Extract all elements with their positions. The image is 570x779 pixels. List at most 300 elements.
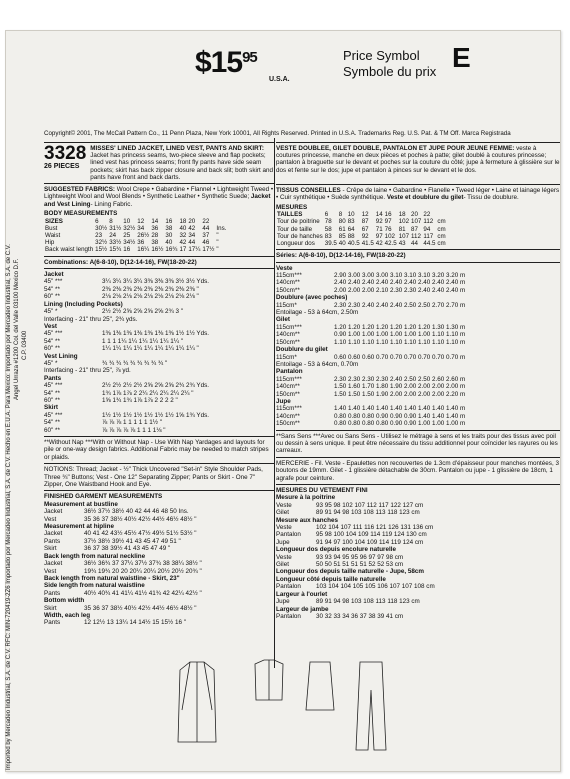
row-label: Longueur côté depuis taille naturelle (276, 575, 386, 583)
row-label: 115cm*** (276, 323, 302, 331)
row-values: 89 91 94 98 103 108 113 118 123 cm (316, 598, 420, 606)
cell: 15¾ (109, 246, 122, 254)
list-item (276, 554, 560, 561)
row-values: 36½ 36¾ 37 37¼ 37½ 37¾ 38 38¼ 38½ " (84, 560, 202, 568)
row-label: Skirt (44, 604, 57, 612)
fabrics-tail: Veste et doublure du gilet (386, 194, 464, 202)
cell: 34 (137, 224, 145, 232)
cell: 30 (165, 232, 173, 240)
row-label: 45" * (44, 308, 58, 316)
row-label: Largeur à l'ourlet (276, 590, 328, 598)
list-item (44, 530, 275, 537)
list-item (276, 383, 560, 390)
row-label: 115cm* (276, 353, 297, 361)
cell: 40 (338, 240, 346, 248)
list-item (276, 509, 560, 516)
price-currency: U.S.A. (269, 76, 290, 83)
cell: cm (437, 240, 446, 248)
fabrics-text: - Crêpe de laine • Gabardine • Flanelle • Tweed léger • Laine et lainage légers • Cuir synthétique • Suède synthétique. (276, 187, 560, 202)
row-label: Pants (44, 619, 61, 627)
cell: 94 (423, 225, 431, 233)
row-label: Jacket (44, 530, 63, 538)
row-values: 2.40 2.40 2.40 2.40 2.40 2.40 2.40 2.40 2.40 m (334, 279, 466, 287)
cell: 87 (361, 218, 369, 226)
row-values: ¾ ¾ ¾ ¾ ¾ ¾ ¾ ¾ ¾ " (102, 359, 168, 367)
price-dollars: $15 (195, 46, 243, 79)
pattern-title-en: MISSES' LINED JACKET, LINED VEST, PANTS AND SKIRT: (90, 145, 264, 152)
divider (44, 256, 275, 257)
cell: cm (437, 232, 446, 240)
row-label: Gilet (276, 561, 289, 569)
cell: 17¼ (188, 246, 201, 254)
cell: 46 (202, 239, 210, 247)
cell: 107 (411, 218, 422, 226)
yardage-section-title: Pantalon (276, 368, 303, 376)
list-item (44, 367, 275, 374)
row-values: 1¾ 1⅞ 1⅞ 2 2¼ 2¼ 2¼ 2¼ 2¼ " (102, 389, 194, 397)
list-item (276, 279, 560, 286)
row-label: Back waist length (45, 246, 94, 254)
cell: 117 (423, 232, 434, 240)
row-label: 45" *** (44, 411, 63, 419)
row-label: 140cm** (276, 412, 300, 420)
cell: 32½ (123, 224, 136, 232)
cell: 85 (338, 232, 346, 240)
row-label: 115cm*** (276, 405, 302, 413)
row-values: 0.80 0.80 0.80 0.80 0.90 0.90 1.00 1.00 1.00 m (334, 420, 466, 428)
list-item (44, 590, 275, 597)
cell: 16¾ (165, 246, 178, 254)
row-label: Tour de hanches (277, 232, 323, 240)
list-item (276, 606, 560, 613)
price-cents: 95 (242, 49, 257, 66)
list-item (44, 560, 275, 567)
pattern-header (44, 145, 275, 181)
torn-top-edge (0, 0, 570, 34)
cell (215, 218, 227, 225)
list-item (44, 553, 275, 560)
list-item (276, 324, 560, 331)
cell: 32 (179, 232, 187, 240)
cell: 15½ (95, 246, 108, 254)
list-item (44, 338, 275, 345)
divider (276, 184, 560, 185)
cell: 41.5 (361, 240, 374, 248)
table-row (44, 218, 227, 225)
price-area (175, 44, 555, 114)
cell: 61 (338, 225, 346, 233)
list-item (44, 545, 275, 552)
list-item (44, 619, 275, 626)
yardage-section-title: Pants (44, 374, 62, 382)
list-item (276, 361, 560, 368)
cell: 102 (384, 232, 395, 240)
yardage-fr (276, 265, 560, 428)
list-item (276, 376, 560, 383)
pattern-pieces: 26 PIECES (44, 163, 80, 170)
yardage-section-title: Lining (Including Pockets) (44, 300, 123, 308)
cell: 32½ (95, 239, 108, 247)
cell: 42 (179, 239, 187, 247)
row-label: 54" ** (44, 419, 60, 427)
row-values: 30 32 33 34 36 37 38 39 41 cm (316, 612, 404, 620)
row-label: SIZES (45, 217, 63, 225)
side-postal-text: C.P. 03400 (22, 330, 28, 360)
price (195, 46, 257, 80)
row-label: Veste (276, 553, 292, 561)
list-item (44, 516, 275, 523)
table-row (44, 232, 227, 239)
cell: 107 (398, 232, 410, 240)
row-values: 0.90 1.00 1.00 1.00 1.00 1.00 1.00 1.10 1.10 m (334, 331, 466, 339)
cell: cm (437, 225, 446, 233)
row-values: 1½ 1½ 1½ 1½ 1½ 1½ 1½ 1⅝ 1¾ Yds. (102, 411, 210, 419)
list-item (276, 494, 560, 501)
cell: 17 (179, 246, 187, 254)
row-label: Veste (276, 524, 292, 532)
cell: 40 (165, 239, 173, 247)
row-values: 0.60 0.60 0.60 0.70 0.70 0.70 0.70 0.70 0.70 m (334, 353, 466, 361)
row-label: 54" ** (44, 285, 60, 293)
cell: 42 (188, 224, 196, 232)
row-values: 2⅛ 2⅛ 2⅛ 2⅛ 2⅛ 2⅛ 2⅛ 2⅛ 2⅛ " (102, 293, 199, 301)
row-label: Side length from natural waistline (44, 582, 145, 590)
yardage-section-title: Jupe (276, 397, 291, 405)
divider (276, 142, 560, 143)
list-item (276, 524, 560, 531)
list-item (276, 561, 560, 568)
row-label: Measurement at hipline (44, 523, 114, 531)
row-values: 19¾ 19¾ 20 20 20¼ 20¼ 20½ 20½ 20¾ " (84, 567, 202, 575)
table-row (276, 240, 447, 247)
row-label: Bottom width (44, 597, 85, 605)
divider (276, 249, 560, 250)
cell: 26½ (137, 232, 150, 240)
list-item (276, 583, 560, 590)
row-label: 60" ** (44, 345, 60, 353)
list-item (276, 420, 560, 427)
cell: 43 (398, 240, 406, 248)
list-item (276, 354, 560, 361)
cell: 83 (324, 232, 332, 240)
row-label: 115cm*** (276, 375, 302, 383)
yardage-section-title: Jacket (44, 271, 64, 279)
side-import-text: Imported by Mercadeo Industrial, S.A. de C.V. RFC: MIN-720419-2Z6 Importado por Mercadeo Industrial, S.A. de C.V. Hecho en E.U.A. Para Mexico: Importado por Mercadeo Industrial, S.A. de C.V. (6, 244, 12, 770)
list-item (44, 582, 275, 589)
row-label: Longueur dos depuis encolure naturelle (276, 546, 397, 554)
cell: 14 (375, 211, 383, 219)
finished-en (44, 501, 275, 627)
list-item (44, 278, 275, 285)
row-label: 140cm** (276, 383, 300, 391)
row-values: 36½ 37½ 38½ 40 42 44 46 48 50 Ins. (84, 508, 189, 516)
finished-title-en: FINISHED GARMENT MEASUREMENTS (44, 493, 163, 501)
row-label: 60" ** (44, 396, 60, 404)
cell: 22 (423, 211, 431, 219)
row-values: 35 36 37 38½ 40½ 42½ 44½ 46½ 48½ " (84, 515, 197, 523)
row-values: 93 93 94 95 95 96 97 97 98 cm (316, 553, 404, 561)
cell: 39.5 (324, 240, 337, 248)
yardage-section-title: Gilet (276, 316, 290, 324)
cell: 18 (179, 217, 187, 225)
row-values: 2.00 2.00 2.00 2.10 2.30 2.30 2.40 2.40 2.40 m (334, 286, 466, 294)
cell: 102 (398, 218, 410, 226)
body-measurements-title: BODY MEASUREMENTS (44, 210, 118, 218)
row-label: 115cm* (276, 301, 297, 309)
cell: 6 (324, 211, 329, 219)
row-values: 1¼ 1¼ 1¼ 1¼ 1¼ 1¼ 1¼ 1¼ 1¼ " (102, 345, 199, 353)
cell: 16 (384, 211, 392, 219)
row-label: Pantalon (276, 531, 301, 539)
cell: 81 (398, 225, 406, 233)
row-label: 150cm** (276, 390, 300, 398)
row-label: 150cm** (276, 286, 300, 294)
table-row (44, 239, 227, 246)
row-label: Entoilage - 53 à 64cm, 0.70m (276, 360, 359, 368)
cell: 30½ (95, 224, 108, 232)
cell: Ins. (216, 224, 227, 232)
list-item (276, 546, 560, 553)
row-values: 1.50 1.50 1.50 1.90 2.00 2.00 2.00 2.00 2.20 m (334, 390, 466, 398)
cell: 33½ (109, 239, 122, 247)
list-item (276, 539, 560, 546)
divider (276, 262, 560, 263)
cell: " (216, 246, 219, 254)
row-label: Jupe (276, 598, 290, 606)
list-item (276, 272, 560, 279)
row-label: 150cm** (276, 420, 300, 428)
row-label: 45" *** (44, 278, 63, 286)
cell: 44 (202, 224, 210, 232)
cell: 42 (375, 240, 383, 248)
cell: 34 (188, 232, 196, 240)
cell: 17½ (202, 246, 215, 254)
cell: 18 (398, 211, 406, 219)
row-values: 1.50 1.60 1.70 1.80 1.90 2.00 2.00 2.00 2.00 m (334, 383, 466, 391)
row-values: 95 98 100 104 109 114 119 124 130 cm (316, 531, 427, 539)
table-row (276, 218, 447, 225)
divider (276, 484, 560, 485)
side-address-text: Angel Urraza #1200 Col. del Valle 03100 Mexico D.F. (14, 258, 20, 400)
row-label: Width, each leg (44, 611, 91, 619)
row-label: Entoilage - 53 à 64cm, 2.50m (276, 309, 359, 317)
row-label: Pants (44, 537, 61, 545)
table-row (44, 225, 227, 232)
cell: 44 (188, 239, 196, 247)
row-label: Pants (44, 589, 61, 597)
english-column (44, 140, 275, 627)
row-label: 115cm*** (276, 272, 302, 280)
cell: 20 (188, 217, 196, 225)
pattern-desc-fr: veste à coutures princesse, manche en deux pièces et poches à patte; gilet doublé à coutures princesse; pantalon à braguette sur le devant et poches sur la couture du côté; jupe à fermeture à glissière sur le dos et fente sur le dos; jupe et pantalon à pinces sur le devant et le dos. (276, 145, 560, 174)
row-label: Largeur de jambe (276, 605, 329, 613)
yardage-section-title: Skirt (44, 404, 58, 412)
row-label: Measurement at bustline (44, 500, 118, 508)
yardage-section-title: Vest Lining (44, 352, 78, 360)
row-values: 1⅜ 1⅜ 1⅜ 1⅜ 1⅜ 1⅜ 1⅜ 1½ 1½ Yds. (102, 330, 210, 338)
notions-fr: MERCERIE - Fil. Veste - Epaulettes non recouvertes de 1.3cm d'épaisseur pour manches montées, 3 boutons de 19mm. Gilet - 1 glissière détachable de 30cm. Pantalon ou jupe - 1 glissière de 18cm, 1 agrafe pour ceinture. (276, 459, 559, 482)
list-item (276, 517, 560, 524)
row-label: TAILLES (277, 211, 303, 219)
fabrics-title: TISSUS CONSEILLES (276, 187, 341, 194)
cell: 67 (361, 225, 369, 233)
cell: 40.5 (347, 240, 360, 248)
list-item (276, 339, 560, 346)
divider (44, 183, 275, 184)
cell: 92 (375, 218, 383, 226)
list-item (276, 598, 560, 605)
row-label: Mesure aux hanches (276, 516, 338, 524)
divider (44, 463, 275, 464)
finished-fr (276, 494, 560, 620)
row-values: 2½ 2½ 2⅝ 2⅝ 2⅝ 2⅝ 2¾ 3 " (102, 308, 184, 316)
list-item (44, 382, 275, 389)
cell: 28 (151, 232, 159, 240)
cell: 97 (384, 218, 392, 226)
cell: 31½ (109, 224, 122, 232)
list-item (276, 413, 560, 420)
cell: 71 (375, 225, 383, 233)
cell: 38 (151, 239, 159, 247)
cell: 112 (423, 218, 434, 226)
row-label: 60" ** (44, 426, 60, 434)
row-values: 1.20 1.20 1.20 1.20 1.20 1.20 1.20 1.30 1.30 m (334, 323, 466, 331)
row-label: Mesure à la poitrine (276, 494, 336, 502)
row-label: Interfacing - 21" thru 25", 2¾ yds. (44, 315, 138, 323)
list-item (276, 576, 560, 583)
list-item (44, 508, 275, 515)
cell: 87 (411, 225, 418, 233)
table-row (276, 211, 447, 218)
row-values: 3¼ 3¼ 3¼ 3¼ 3⅜ 3⅜ 3⅜ 3½ 3½ Yds. (102, 278, 210, 286)
cell: 10 (347, 211, 355, 219)
cell: 14 (151, 217, 159, 225)
row-values: 40 41 42 43½ 45½ 47½ 49½ 51½ 53½ " (84, 530, 197, 538)
nap-note-en: **Without Nap ***With or Without Nap - Use With Nap Yardages and layouts for pile or one-way design fabrics. Additional Fabric may be needed to match stripes or plaids. (44, 439, 269, 461)
fabrics-title: SUGGESTED FABRICS: (44, 186, 116, 194)
cell: 112 (411, 232, 421, 240)
row-label: Pantalon (276, 583, 301, 591)
row-label: Tour de taille (277, 225, 313, 233)
row-values: 1.40 1.40 1.40 1.40 1.40 1.40 1.40 1.40 1.40 m (334, 405, 466, 413)
row-label: Waist (45, 232, 61, 240)
row-label: Back length from natural neckline (44, 552, 146, 560)
list-item (276, 331, 560, 338)
cell: 16 (123, 246, 131, 254)
row-values: 50 50 51 51 51 51 52 52 53 cm (316, 561, 404, 569)
row-values: 103 104 104 105 105 106 107 107 108 cm (316, 583, 435, 591)
cell: 40 (179, 224, 187, 232)
list-item (276, 287, 560, 294)
cell: 16½ (151, 246, 164, 254)
row-label: Gilet (276, 509, 289, 517)
row-values: 2.30 2.30 2.30 2.30 2.40 2.50 2.50 2.60 2.60 m (334, 375, 466, 383)
french-column (276, 140, 560, 620)
row-label: 140cm** (276, 331, 300, 339)
combinations-fr: Séries: A(6-8-10), D(12-14-16), FW(18-20-22) (276, 252, 406, 260)
row-label: 45" * (44, 359, 58, 367)
row-label: Bust (45, 224, 58, 232)
fabrics-tail2: - Tissu de doublure. (463, 194, 519, 202)
finished-title-fr: MESURES DU VETEMENT FINI (276, 487, 368, 495)
pattern-desc-en: Jacket has princess seams, two-piece sleeve and flap pockets; lined vest has princess seams; front fly pants have side seam pockets; skirt has back zipper closure and back slit; both skirt and pants have front and back darts. (90, 152, 273, 181)
cell: 58 (324, 225, 332, 233)
row-values: ⅞ ⅞ ⅞ ⅞ ⅞ 1 1 1 1⅛ " (102, 426, 166, 434)
list-item (44, 597, 275, 604)
cell: cm (437, 218, 446, 226)
row-label: Vest (44, 567, 57, 575)
cell: 8 (109, 217, 113, 225)
pattern-title-fr: VESTE DOUBLEE, GILET DOUBLE, PANTALON ET JUPE POUR JEUNE FEMME: (276, 145, 515, 152)
cell: 10 (123, 217, 131, 225)
cell: 12 (137, 217, 145, 225)
pants-drawing (356, 662, 386, 750)
fabrics-text: Wool Crepe • Gabardine • Flannel • Lightweight Tweed • Lightweight Wool and Wool Blends • Synthetic Leather • Synthetic Suede; (44, 186, 274, 201)
cell: 20 (411, 211, 418, 219)
cell: 12 (361, 211, 369, 219)
row-label: Jacket (44, 508, 63, 516)
row-label: 150cm** (276, 338, 300, 346)
list-item (44, 419, 275, 426)
row-values: 1 1 1 1¼ 1¼ 1¼ 1¼ 1¼ 1¼ " (102, 337, 184, 345)
cell: 34½ (123, 239, 136, 247)
cell (436, 211, 446, 218)
nap-note-fr: **Sans Sens ***Avec ou Sans Sens - Utilisez le métrage à sens et les traits pour des tissus avec poil ou dessin à sens unique. Il peut être nécessaire du tissu additionnel pour coïncider les rayures ou les carreaux. (276, 432, 558, 455)
row-label: Longueur dos depuis taille naturelle - Jupe, 58cm (276, 568, 425, 576)
list-item (44, 316, 275, 323)
cell: 25 (123, 232, 131, 240)
list-item (44, 286, 275, 293)
body-measurements-table-fr (276, 211, 447, 247)
divider (44, 268, 275, 269)
divider (44, 436, 275, 437)
row-values: 2.30 2.30 2.40 2.40 2.40 2.50 2.50 2.70 2.70 m (334, 301, 466, 309)
pattern-number: 3328 (44, 143, 87, 164)
row-values: 35 36 37 38½ 40½ 42½ 44½ 46½ 48½ " (84, 604, 197, 612)
cell: " (216, 232, 219, 240)
row-label: 54" ** (44, 337, 60, 345)
cell: 6 (95, 217, 99, 225)
cell: " (216, 239, 219, 247)
list-item (44, 293, 275, 300)
yardage-section-title: Veste (276, 264, 293, 272)
fabrics-tail: Jacket and Vest Lining (44, 193, 271, 208)
divider (276, 457, 560, 458)
row-label: Jacket (44, 560, 63, 568)
list-item (44, 360, 275, 367)
cell: 44.5 (423, 240, 436, 248)
cell: 36 (151, 224, 159, 232)
divider (276, 430, 560, 431)
cell: 44 (411, 240, 418, 248)
row-values: 2½ 2½ 2½ 2½ 2⅝ 2⅝ 2⅝ 2¾ 2¾ Yds. (102, 382, 210, 390)
list-item (44, 397, 275, 404)
cell: 92 (361, 232, 369, 240)
cell: 24 (109, 232, 117, 240)
notions-en: NOTIONS: Thread; Jacket - ½" Thick Uncovered "Set-in" Style Shoulder Pads, Three ¾" Buttons; Vest - One 12" Separating Zipper; Pants or Skirt - One 7" Zipper, One Waistband Hook and Eye. (44, 466, 263, 489)
row-values: 1.10 1.10 1.10 1.10 1.10 1.10 1.10 1.10 1.10 m (334, 338, 466, 346)
cell: 16¼ (137, 246, 150, 254)
cell: 36 (137, 239, 145, 247)
table-row (276, 226, 447, 233)
table-row (276, 233, 447, 240)
row-label: Jupe (276, 538, 290, 546)
row-values: 36 37 38 39½ 41 43 45 47 49 " (84, 545, 171, 553)
list-item (44, 345, 275, 352)
cell: 64 (347, 225, 355, 233)
row-label: 54" ** (44, 389, 60, 397)
row-label: Longueur dos (277, 240, 315, 248)
